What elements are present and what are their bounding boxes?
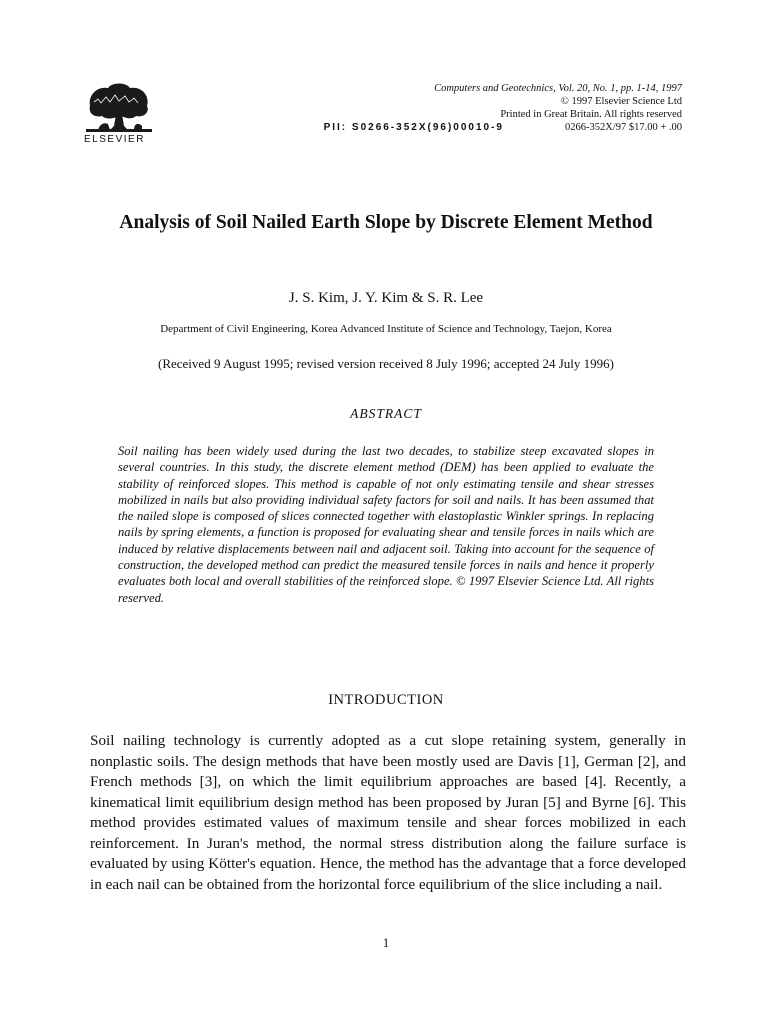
introduction-paragraph: Soil nailing technology is currently adopted as a cut slope retaining system, generally in nonplastic soils. The design methods that have been mostly used are Davis [1], German [2], and French methods [3], on which the limit equilibrium approaches are based [4]. Recently, a kinematical limit equilibrium design method has been proposed by Juran [5] and Byrne [6]. This method provides estimated values of maximum tensile and shear forces mobilized in each reinforcement. In Juran's method, the normal stress distribution along the failure surface is evaluated by using Kötter's equation. Hence, the method has the advantage that a force developed in each nail can be obtained from the horizontal force equilibrium of the slice including a nail. (90, 732, 686, 893)
affiliation: Department of Civil Engineering, Korea Advanced Institute of Science and Technology, Taejon, Korea (160, 323, 612, 335)
pii-identifier: PII: S0266-352X(96)00010-9 (323, 122, 504, 133)
page-number: 1 (382, 935, 390, 950)
received-dates: (Received 9 August 1995; revised version received 8 July 1996; accepted 24 July 1996) (158, 356, 614, 371)
abstract-text: Soil nailing has been widely used during the last two decades, to stabilize steep excavated slopes in several countries. In this study, the discrete element method (DEM) has been applied to evaluate the stability of reinforced slopes. This method is capable of not only estimating tensile and shear stresses mobilized in nails but also providing individual safety factors for soil and nails. It has been assumed that the nailed slope is composed of slices connected together with elastoplastic Winkler springs. In replacing nails by spring elements, a function is proposed for evaluating shear and tensile forces in nails which are induced by relative displacements between nail and adjacent soil. Taking into account for the sequence of construction, the developed method can predict the measured tensile forces in nails and hence it properly evaluates both local and overall stabilities of the reinforced slope. © 1997 Elsevier Science Ltd. All rights reserved. (118, 444, 654, 605)
author-list: J. S. Kim, J. Y. Kim & S. R. Lee (288, 290, 484, 306)
copyright-line: © 1997 Elsevier Science Ltd (560, 96, 682, 107)
publisher-logo (84, 80, 154, 145)
abstract-heading: ABSTRACT (350, 406, 422, 421)
paper-title: Analysis of Soil Nailed Earth Slope by Discrete Element Method (119, 212, 653, 233)
publisher-name: ELSEVIER (84, 134, 145, 145)
price-line: 0266-352X/97 $17.00 + .00 (564, 122, 682, 133)
elsevier-tree-icon (84, 80, 154, 132)
introduction-heading: INTRODUCTION (328, 692, 444, 708)
journal-header (323, 82, 682, 134)
printed-line: Printed in Great Britain. All rights reserved (500, 109, 682, 120)
journal-citation: Computers and Geotechnics, Vol. 20, No. 1, pp. 1-14, 1997 (434, 83, 682, 94)
